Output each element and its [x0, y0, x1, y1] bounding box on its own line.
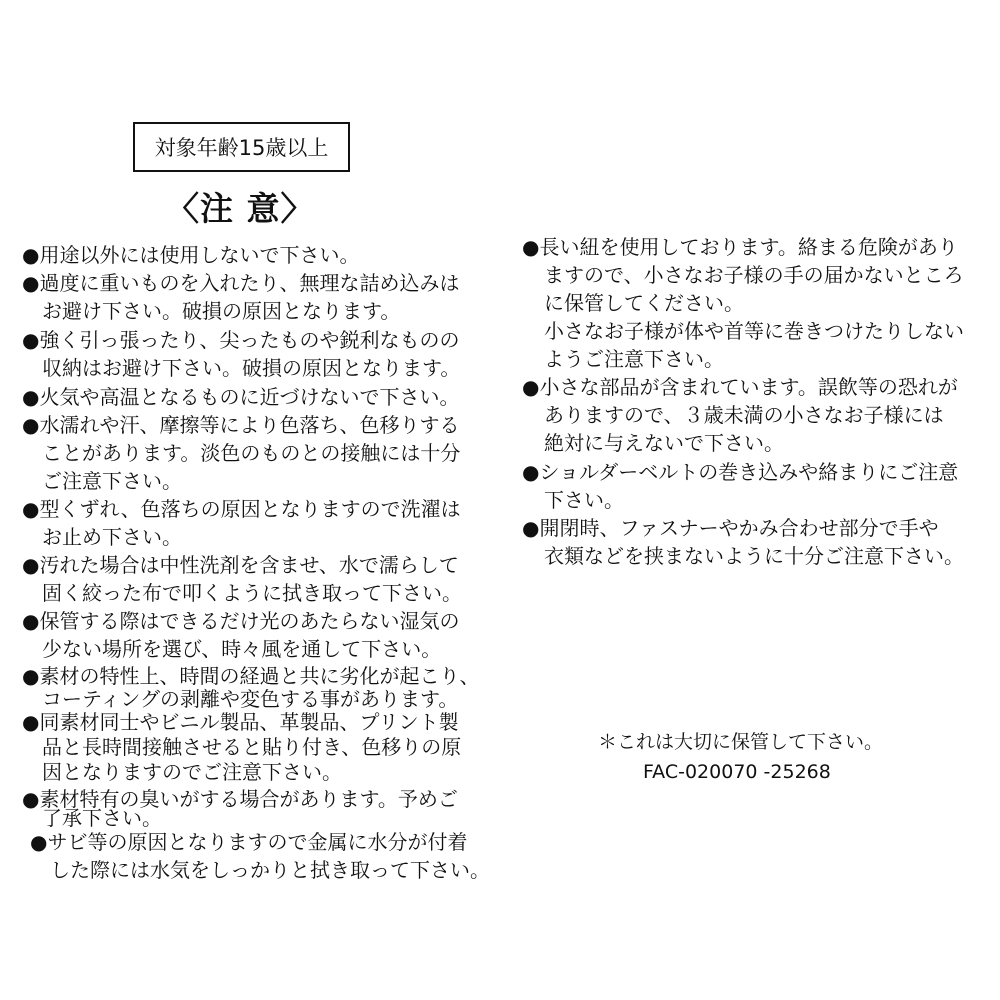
caution-line: ●開閉時、ファスナーやかみ合わせ部分で手や	[522, 516, 939, 540]
caution-line: ことがあります。淡色のものとの接触には十分	[42, 441, 461, 465]
caution-line: ●用途以外には使用しないで下さい。	[22, 243, 360, 267]
caution-item	[30, 828, 490, 884]
caution-line: ●長い紐を使用しております。絡まる危険があり	[522, 235, 958, 259]
caution-line: 下さい。	[544, 488, 624, 512]
caution-item	[22, 495, 461, 551]
caution-line: ●過度に重いものを入れたり、無理な詰め込みは	[22, 271, 460, 295]
caution-item	[22, 607, 459, 663]
product-code: FAC-020070 -25268	[643, 761, 831, 783]
caution-item	[22, 665, 479, 711]
caution-line: ●型くずれ、色落ちの原因となりますので洗濯は	[22, 497, 461, 521]
caution-item	[22, 411, 460, 495]
caution-line: ●ショルダーベルトの巻き込みや絡まりにご注意	[522, 460, 959, 484]
caution-line: 因となりますのでご注意下さい。	[42, 760, 342, 784]
caution-line: 固く絞った布で叩くように拭き取って下さい。	[42, 581, 462, 605]
caution-item	[522, 233, 964, 373]
caution-line: ありますので、３歳未満の小さなお子様には	[544, 403, 944, 427]
caution-line: に保管してください。	[544, 291, 744, 315]
caution-item	[522, 514, 964, 570]
caution-item	[22, 551, 462, 607]
caution-line: 了承下さい。	[42, 806, 162, 830]
caution-item	[22, 269, 459, 325]
caution-line: ようご注意下さい。	[544, 347, 724, 371]
storage-note: ＊これは大切に保管して下さい。	[598, 731, 884, 753]
caution-line: ●素材の特性上、時間の経過と共に劣化が起こり、	[22, 664, 480, 688]
caution-item	[522, 373, 958, 457]
caution-line: ご注意下さい。	[42, 469, 182, 493]
age-restriction-label: 対象年齢15歳以上	[154, 136, 329, 160]
caution-line: ●サビ等の原因となりますので金属に水分が付着	[30, 830, 468, 854]
caution-line: ●同素材同士やビニル製品、革製品、プリント製	[22, 710, 459, 734]
caution-line: ●火気や高温となるものに近づけないで下さい。	[22, 385, 460, 409]
caution-line: ●強く引っ張ったり、尖ったものや鋭利なものの	[22, 328, 460, 352]
caution-item	[522, 458, 958, 514]
caution-item	[22, 241, 359, 269]
caution-title: 〈注 意〉	[166, 189, 315, 228]
caution-line: コーティングの剥離や変色する事があります。	[42, 687, 459, 711]
caution-line: 少ない場所を選び、時々風を通して下さい。	[42, 637, 442, 661]
age-restriction-box	[133, 122, 350, 172]
caution-line: ●汚れた場合は中性洗剤を含ませ、水で濡らして	[22, 553, 459, 577]
caution-line: した際には水気をしっかりと拭き取って下さい。	[50, 858, 490, 882]
caution-line: ますので、小さなお子様の手の届かないところ	[544, 263, 964, 287]
caution-item	[22, 326, 460, 382]
caution-item	[22, 710, 461, 785]
caution-line: 衣類などを挟まないように十分ご注意下さい。	[544, 544, 964, 568]
caution-item	[22, 787, 458, 830]
caution-line: 品と長時間接触させると貼り付き、色移りの原	[42, 735, 462, 759]
caution-line: ●小さな部品が含まれています。誤飲等の恐れが	[522, 375, 958, 399]
caution-item	[22, 383, 459, 411]
caution-line: ●保管する際はできるだけ光のあたらない湿気の	[22, 609, 460, 633]
caution-line: 絶対に与えないで下さい。	[544, 431, 784, 455]
caution-line: 収納はお避け下さい。破損の原因となります。	[42, 356, 461, 380]
caution-line: ●水濡れや汗、摩擦等により色落ち、色移りする	[22, 413, 460, 437]
caution-line: 小さなお子様が体や首等に巻きつけたりしない	[544, 319, 964, 343]
caution-line: ●素材特有の臭いがする場合があります。予めご	[22, 787, 458, 811]
caution-line: お止め下さい。	[42, 525, 182, 549]
caution-line: お避け下さい。破損の原因となります。	[42, 299, 401, 323]
